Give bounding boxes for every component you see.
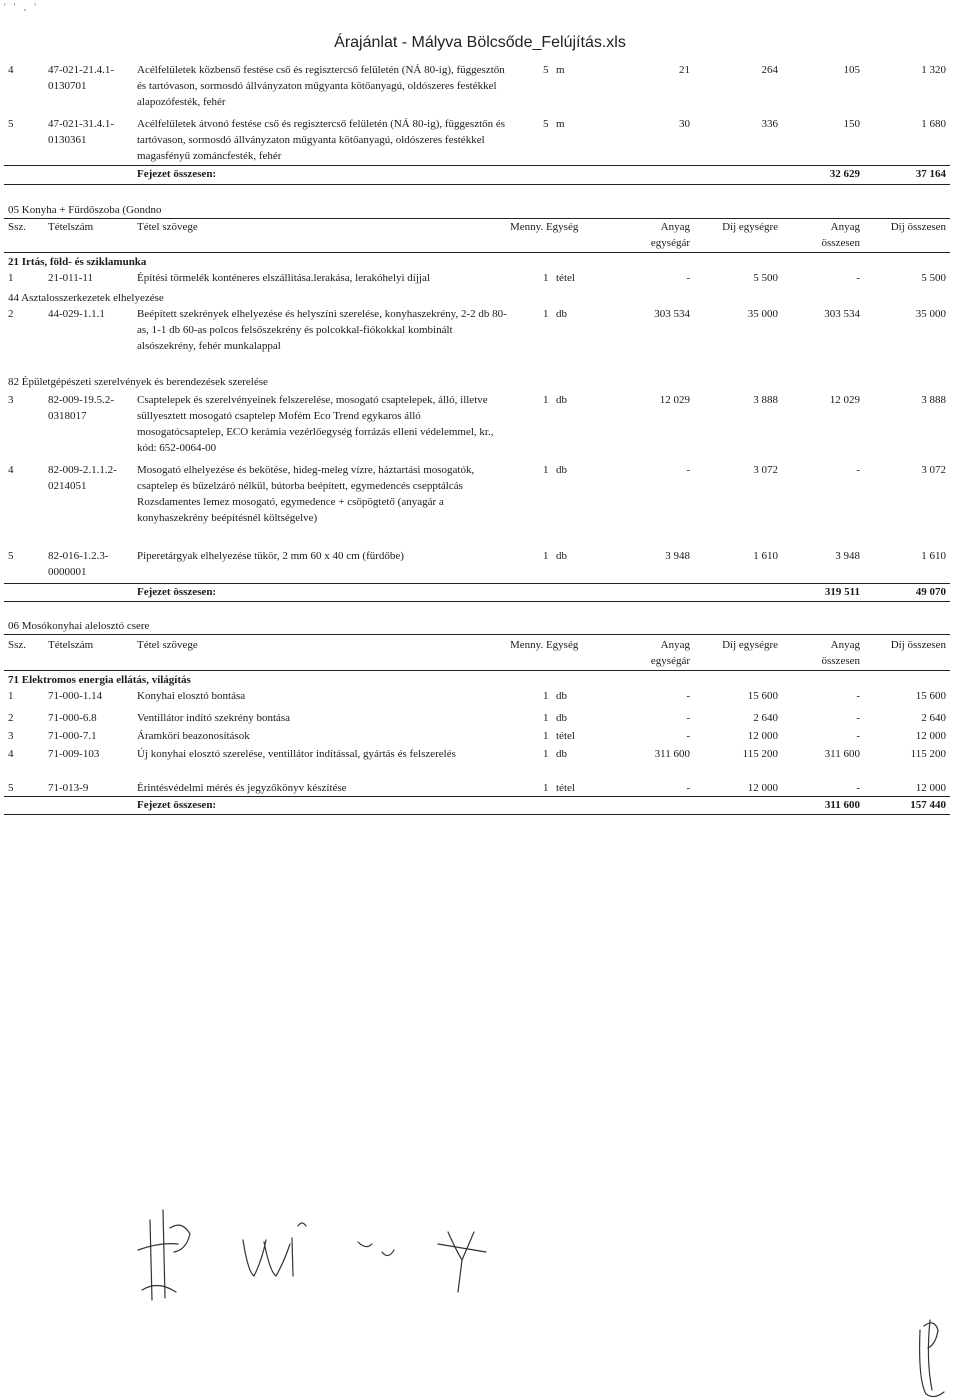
item-egyseg: db (556, 550, 567, 562)
header-anyag-egysegar-2: egységár (650, 655, 690, 667)
item-anyag-egysegar: - (686, 464, 690, 476)
chapter-total-dij: 157 440 (910, 799, 946, 811)
item-tetelszam: 71-000-7.1 (48, 730, 97, 742)
item-menny: 1 (543, 550, 549, 562)
corner-mark: ' ' , ' (4, 2, 39, 12)
item-anyag-osszesen: - (856, 782, 860, 794)
item-dij-osszesen: 3 888 (921, 394, 946, 406)
chapter-total-label: Fejezet összesen: (137, 586, 217, 598)
item-anyag-egysegar: 311 600 (654, 748, 690, 760)
item-anyag-egysegar: 30 (679, 118, 690, 130)
item-dij-egysegre: 1 610 (753, 550, 778, 562)
item-anyag-osszesen: 311 600 (824, 748, 860, 760)
item-anyag-osszesen: 3 948 (835, 550, 860, 562)
header-dij-egysegre: Díj egységre (722, 221, 778, 233)
item-egyseg: m (556, 118, 565, 130)
header-szoveg: Tétel szövege (137, 639, 198, 651)
header-anyag-egysegar-1: Anyag (660, 221, 690, 233)
item-egyseg: db (556, 690, 567, 702)
item-dij-osszesen: 1 610 (921, 550, 946, 562)
item-ssz: 1 (8, 690, 14, 702)
item-menny: 1 (543, 464, 549, 476)
item-ssz: 3 (8, 394, 14, 406)
item-menny: 1 (543, 394, 549, 406)
item-szoveg: Csaptelepek és szerelvényeinek felszerelése, mosogató csaptelepek, álló, illetve süllyesztett mosogató csaptelep Mofém Eco Trend egykaros álló mosogatócsaptelep, ECO kerámia vezérlőegység forrázás elleni védelemmel, kr., kód: 652-0064-00 (137, 394, 494, 454)
item-dij-egysegre: 35 000 (747, 308, 778, 320)
divider (4, 184, 950, 185)
chapter-total-label: Fejezet összesen: (137, 799, 217, 811)
signature-initials-3 (358, 1232, 486, 1292)
item-szoveg: Acélfelületek közbenső festése cső és regisztercső felületén (NÁ 80-ig), függesztőn és tartóvason, sormosdó állványzaton műgyanta kötőanyagú, oldószeres festékkel alapozófesték, fehér (137, 64, 505, 108)
item-anyag-egysegar: - (686, 712, 690, 724)
item-anyag-osszesen: - (856, 712, 860, 724)
item-ssz: 2 (8, 712, 14, 724)
header-ssz: Ssz. (8, 639, 27, 651)
header-anyag-osszesen-2: összesen (821, 655, 860, 667)
item-dij-egysegre: 12 000 (747, 782, 778, 794)
divider (4, 634, 950, 635)
header-anyag-osszesen-1: Anyag (830, 221, 860, 233)
item-egyseg: tétel (556, 272, 575, 284)
item-tetelszam: 71-009-103 (48, 748, 100, 760)
item-menny: 1 (543, 748, 549, 760)
header-menny-egyseg: Menny. Egység (510, 639, 579, 651)
item-dij-osszesen: 5 500 (921, 272, 946, 284)
item-ssz: 4 (8, 64, 14, 76)
item-dij-egysegre: 264 (761, 64, 778, 76)
item-menny: 1 (543, 690, 549, 702)
divider (4, 601, 950, 602)
item-dij-osszesen: 115 200 (910, 748, 946, 760)
item-szoveg: Új konyhai elosztó szerelése, ventillátor indítással, gyártás és felszerelés (137, 748, 456, 760)
item-egyseg: db (556, 712, 567, 724)
item-szoveg: Acélfelületek átvonó festése cső és regisztercső felületén (NÁ 80-ig), függesztőn és tartóvason, sormosdó állványzaton műgyanta kötőanyagú, oldószeres festékkel magasfényű zománcfesték, fehér (137, 118, 506, 162)
header-anyag-osszesen-2: összesen (821, 237, 860, 249)
item-szoveg: Konyhai elosztó bontása (137, 690, 246, 702)
item-tetelszam: 82-009-19.5.2- 0318017 (48, 394, 114, 422)
header-anyag-osszesen-1: Anyag (830, 639, 860, 651)
item-tetelszam: 71-013-9 (48, 782, 89, 794)
group-title: 21 Irtás, föld- és sziklamunka (8, 256, 147, 268)
item-dij-egysegre: 115 200 (742, 748, 778, 760)
header-anyag-egysegar-1: Anyag (660, 639, 690, 651)
item-szoveg: Építési törmelék konténeres elszállítása.lerakása, lerakóhelyi díjjal (137, 272, 430, 284)
item-ssz: 5 (8, 118, 14, 130)
chapter-total-anyag: 311 600 (824, 799, 860, 811)
item-dij-egysegre: 5 500 (753, 272, 778, 284)
item-menny: 1 (543, 730, 549, 742)
item-dij-osszesen: 1 320 (921, 64, 946, 76)
item-menny: 1 (543, 712, 549, 724)
item-anyag-egysegar: 12 029 (659, 394, 690, 406)
item-szoveg: Mosogató elhelyezése és bekötése, hideg-meleg vízre, háztartási mosogatók, csaptelep és bűzelzáró nélkül, bútorba beépített, egymedencés csepptálcás Rozsdamentes lemez mosogató, egymedence + csöpögtető (anyagár a konyhaszekrény beépítésnél költségelve) (137, 464, 475, 524)
header-ssz: Ssz. (8, 221, 27, 233)
item-anyag-egysegar: - (686, 690, 690, 702)
item-szoveg: Piperetárgyak elhelyezése tükör, 2 mm 60 x 40 cm (fürdőbe) (137, 550, 404, 562)
item-anyag-osszesen: 105 (843, 64, 860, 76)
group-title: 44 Asztalosszerkezetek elhelyezése (8, 292, 164, 304)
item-dij-egysegre: 15 600 (747, 690, 778, 702)
item-dij-osszesen: 12 000 (915, 782, 946, 794)
item-menny: 1 (543, 308, 549, 320)
header-menny-egyseg: Menny. Egység (510, 221, 579, 233)
item-dij-egysegre: 3 072 (753, 464, 778, 476)
item-anyag-egysegar: 3 948 (665, 550, 690, 562)
item-anyag-osszesen: 303 534 (824, 308, 860, 320)
signature-initials-2 (243, 1223, 306, 1276)
item-szoveg: Érintésvédelmi mérés és jegyzőkönyv készítése (137, 782, 347, 794)
item-tetelszam: 71-000-6.8 (48, 712, 97, 724)
item-dij-egysegre: 12 000 (747, 730, 778, 742)
chapter-total-anyag: 319 511 (824, 586, 860, 598)
item-ssz: 3 (8, 730, 14, 742)
header-tetelszam: Tételszám (48, 221, 94, 233)
item-egyseg: db (556, 394, 567, 406)
divider (4, 218, 950, 219)
handwritten-signatures (0, 1180, 960, 1400)
document-title: Árajánlat - Mályva Bölcsőde_Felújítás.xls (334, 34, 626, 51)
item-egyseg: db (556, 308, 567, 320)
item-anyag-osszesen: 150 (843, 118, 860, 130)
item-ssz: 5 (8, 782, 14, 794)
item-szoveg: Áramköri beazonosítások (137, 730, 250, 742)
item-dij-osszesen: 3 072 (921, 464, 946, 476)
header-szoveg: Tétel szövege (137, 221, 198, 233)
item-anyag-egysegar: - (686, 782, 690, 794)
signature-initials-1 (138, 1210, 190, 1300)
chapter-total-anyag: 32 629 (829, 168, 860, 180)
item-egyseg: m (556, 64, 565, 76)
divider (4, 670, 950, 671)
item-egyseg: tétel (556, 730, 575, 742)
item-anyag-egysegar: 303 534 (654, 308, 690, 320)
item-menny: 1 (543, 272, 549, 284)
chapter-total-label: Fejezet összesen: (137, 168, 217, 180)
item-dij-osszesen: 2 640 (921, 712, 946, 724)
item-ssz: 2 (8, 308, 14, 320)
item-menny: 5 (543, 64, 549, 76)
item-egyseg: tétel (556, 782, 575, 794)
divider (4, 814, 950, 815)
item-dij-osszesen: 35 000 (915, 308, 946, 320)
item-menny: 5 (543, 118, 549, 130)
group-title: 82 Épületgépészeti szerelvények és berendezések szerelése (8, 376, 268, 388)
item-tetelszam: 71-000-1.14 (48, 690, 103, 702)
item-anyag-osszesen: - (856, 730, 860, 742)
item-egyseg: db (556, 748, 567, 760)
item-ssz: 5 (8, 550, 14, 562)
item-ssz: 4 (8, 464, 14, 476)
item-anyag-egysegar: 21 (679, 64, 690, 76)
divider (4, 252, 950, 253)
item-dij-osszesen: 12 000 (915, 730, 946, 742)
item-anyag-osszesen: - (856, 464, 860, 476)
item-anyag-osszesen: - (856, 690, 860, 702)
item-tetelszam: 21-011-11 (48, 272, 94, 284)
item-ssz: 1 (8, 272, 14, 284)
section-title: 05 Konyha + Fürdőszoba (Gondno (8, 204, 162, 216)
item-dij-osszesen: 1 680 (921, 118, 946, 130)
header-tetelszam: Tételszám (48, 639, 94, 651)
header-anyag-egysegar-2: egységár (650, 237, 690, 249)
item-dij-egysegre: 2 640 (753, 712, 778, 724)
chapter-total-dij: 49 070 (915, 586, 946, 598)
item-dij-osszesen: 15 600 (915, 690, 946, 702)
header-dij-osszesen: Díj összesen (890, 221, 946, 233)
item-dij-egysegre: 336 (761, 118, 778, 130)
item-anyag-egysegar: - (686, 272, 690, 284)
item-menny: 1 (543, 782, 549, 794)
item-anyag-osszesen: 12 029 (829, 394, 860, 406)
signature-mark-right (920, 1320, 944, 1397)
item-anyag-osszesen: - (856, 272, 860, 284)
item-tetelszam: 47-021-21.4.1- 0130701 (48, 64, 114, 92)
item-szoveg: Beépített szekrények elhelyezése és helyszíni szerelése, konyhaszekrény, 2-2 db 80-as, 1-1 db 60-as polcos felsőszekrény és polcokkal-fiókokkal kombinált alsószekrény, fehér munkalappal (137, 308, 507, 352)
item-dij-egysegre: 3 888 (753, 394, 778, 406)
item-tetelszam: 82-016-1.2.3- 0000001 (48, 550, 109, 578)
header-dij-egysegre: Díj egységre (722, 639, 778, 651)
section-title: 06 Mosókonyhai alelosztó csere (8, 620, 150, 632)
item-tetelszam: 82-009-2.1.1.2- 0214051 (48, 464, 117, 492)
item-tetelszam: 44-029-1.1.1 (48, 308, 105, 320)
chapter-total-dij: 37 164 (915, 168, 946, 180)
item-ssz: 4 (8, 748, 14, 760)
item-anyag-egysegar: - (686, 730, 690, 742)
item-egyseg: db (556, 464, 567, 476)
item-tetelszam: 47-021-31.4.1- 0130361 (48, 118, 114, 146)
header-dij-osszesen: Díj összesen (890, 639, 946, 651)
group-title: 71 Elektromos energia ellátás, világítás (8, 674, 191, 686)
item-szoveg: Ventillátor indító szekrény bontása (137, 712, 291, 724)
